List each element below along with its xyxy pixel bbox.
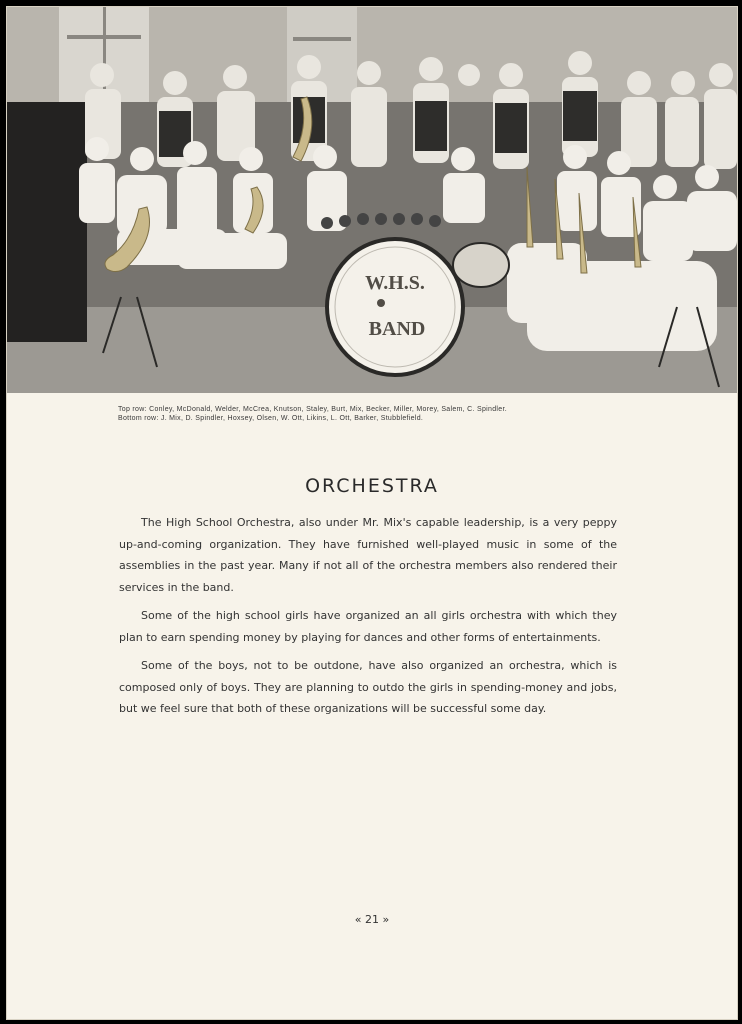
paragraph: Some of the high school girls have organized an all girls orchestra with which they plan to earn spending money by playing for dances and other forms of entertainments.	[119, 609, 617, 644]
article-body	[119, 512, 617, 727]
yearbook-page	[6, 6, 738, 1020]
photo-caption	[118, 405, 718, 423]
band-photo	[7, 7, 737, 393]
paragraph: The High School Orchestra, also under Mr. Mix's capable leadership, is a very peppy up-and-coming organization. They have furnished well-played music in some of the assemblies in the past year. Many if not all of the orchestra members also rendered their services in the band.	[119, 516, 617, 594]
drum-text-whs: W.H.S.	[365, 272, 425, 294]
page-number: « 21 »	[354, 913, 390, 926]
caption-bottom-row: Bottom row: J. Mix, D. Spindler, Hoxsey, Olsen, W. Ott, Likins, L. Ott, Barker, Stubblefield.	[118, 415, 424, 422]
page-title: ORCHESTRA	[305, 475, 439, 497]
paragraph: Some of the boys, not to be outdone, have also organized an orchestra, which is composed only of boys. They are planning to outdo the girls in spending-money and jobs, but we feel sure that both of these organizations will be successful some day.	[119, 659, 617, 715]
drum-text-band: BAND	[368, 318, 426, 340]
caption-top-row: Top row: Conley, McDonald, Welder, McCrea, Knutson, Staley, Burt, Mix, Becker, Miller, Morey, Salem, C. Spindler.	[118, 406, 507, 413]
